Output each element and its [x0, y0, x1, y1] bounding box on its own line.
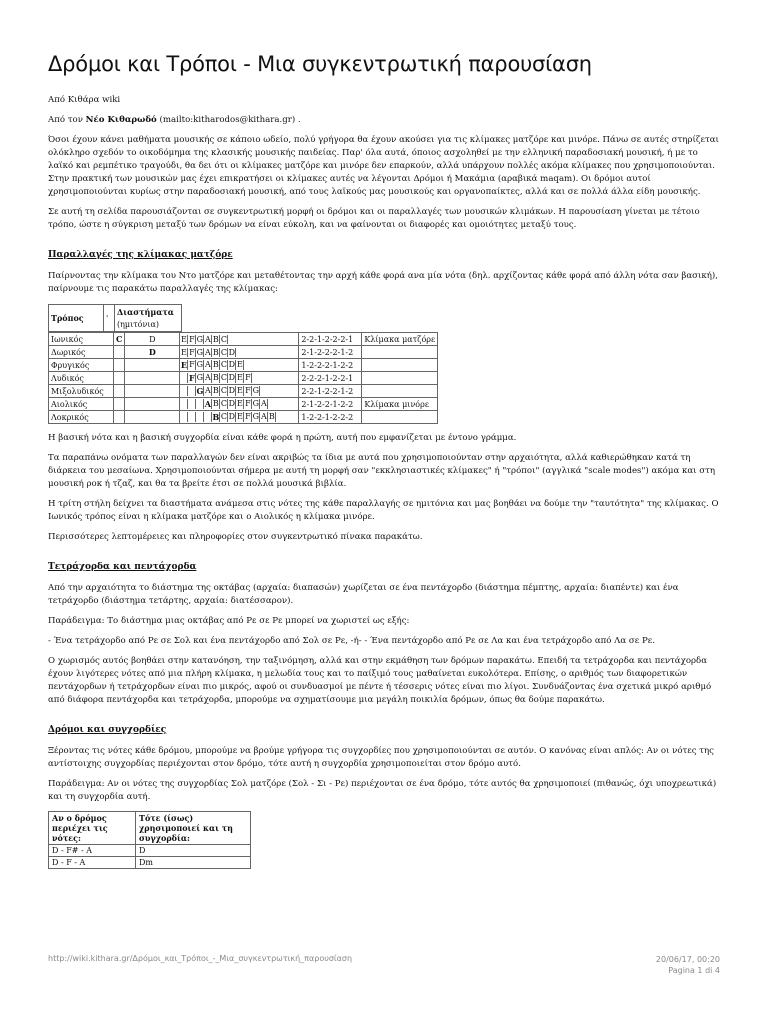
- mode-note: [196, 399, 204, 409]
- mode-d-cell: [125, 411, 180, 424]
- mode-note: F: [245, 412, 251, 421]
- modes-table-row: [49, 398, 438, 411]
- chords-table-header: [49, 812, 251, 845]
- mode-desc-cell: Κλίμακα ματζόρε: [362, 333, 438, 346]
- mode-notes-cell: [180, 411, 299, 424]
- mode-notes-cell: [180, 398, 299, 411]
- mode-note: G: [252, 412, 260, 421]
- mode-c-cell: [114, 385, 125, 398]
- chords-chord-cell: Dm: [136, 857, 251, 869]
- mode-note: D: [228, 360, 236, 369]
- mode-note: [196, 412, 204, 422]
- source-line: Από Κιθάρα wiki: [48, 95, 121, 105]
- header-sep: ': [104, 305, 115, 332]
- mode-intervals-cell: 2-1-2-2-2-1-2: [299, 346, 362, 359]
- mode-d-cell: D: [125, 333, 180, 346]
- mode-note: B: [212, 360, 219, 369]
- section-heading-tetrachords: Τετράχορδα και πεντάχορδα: [48, 562, 197, 572]
- mode-note: E: [236, 399, 243, 408]
- mode-notes-grid: [180, 412, 298, 422]
- mode-note: B: [212, 347, 219, 357]
- mode-note: D: [228, 386, 236, 395]
- mode-desc-cell: [362, 385, 438, 398]
- mode-name-cell: Δωρικός: [49, 346, 114, 359]
- mode-c-cell: [114, 372, 125, 385]
- mode-note: A: [204, 373, 211, 382]
- chords-notes-cell: D - F - A: [49, 857, 136, 869]
- header-intervals-label: Διαστήματα: [117, 306, 174, 317]
- mode-note: B: [212, 386, 219, 395]
- footer-url[interactable]: http://wiki.kithara.gr/Δρόμοι_και_Τρόποι_-_Μια_συγκεντρωτική_παρουσίαση: [48, 954, 353, 963]
- mode-d-cell: D: [125, 346, 180, 359]
- modes-table-row: [49, 411, 438, 424]
- mode-note: F: [245, 373, 251, 382]
- mode-intervals-cell: 2-2-2-1-2-2-1: [299, 372, 362, 385]
- mode-notes-grid: [180, 348, 298, 357]
- mode-note: F: [189, 360, 195, 369]
- mode-intervals-cell: 2-2-1-2-2-2-1: [299, 333, 362, 346]
- mode-desc-cell: [362, 372, 438, 385]
- modes-table-row: [49, 385, 438, 398]
- mode-note: C: [220, 347, 227, 357]
- mode-c-cell: [114, 411, 125, 424]
- mode-note: A: [204, 399, 211, 409]
- mode-note: C: [220, 334, 227, 344]
- mode-note: [188, 399, 196, 409]
- author-prefix: Από τον: [48, 115, 83, 125]
- mode-note: G: [196, 360, 204, 369]
- chords-paragraph-2: Παράδειγμα: Αν οι νότες της συγχορδίας Σολ ματζόρε (Σολ - Σι - Ρε) περιέχονται σε ένα δρόμο, τότε αυτός θα χρησιμοποιεί (πιθανώς, όχι υποχρεωτικά) και τη συγχορδία αυτή.: [48, 779, 717, 802]
- mode-note: C: [220, 373, 227, 382]
- modes-table-row: [49, 372, 438, 385]
- mode-notes-grid: [180, 373, 298, 383]
- mode-c-cell: [114, 398, 125, 411]
- intro-paragraph-2: Σε αυτή τη σελίδα παρουσιάζονται σε συγκεντρωτική μορφή οι δρόμοι και οι παραλλαγές των μουσικών κλιμάκων. Η παρουσίαση γίνεται με τέτοιο τρόπο, ώστε η σύγκριση μεταξύ των δρόμων να είναι εύκολη, και να φαίνονται οι διαφορές και ομοιότητες μεταξύ τους.: [48, 207, 700, 230]
- footer-date: 20/06/17, 00:20: [655, 955, 720, 964]
- section-heading-chords: Δρόμοι και συγχορδίες: [48, 725, 167, 735]
- modes-table-row: [49, 359, 438, 372]
- mode-note: C: [220, 412, 227, 421]
- mode-note: [204, 412, 212, 422]
- author-link[interactable]: Νέο Κιθαρωδό: [85, 115, 157, 125]
- mode-c-cell: C: [114, 333, 125, 346]
- mode-note: F: [189, 347, 195, 357]
- after-table-paragraph-4: Περισσότερες λεπτομέρειες και πληροφορίες στον συγκεντρωτικό πίνακα παρακάτω.: [48, 532, 423, 542]
- page-title: Δρόμοι και Τρόποι - Μια συγκεντρωτική παρουσίαση: [48, 52, 592, 76]
- mode-note: E: [236, 412, 243, 421]
- mode-note: [180, 412, 188, 422]
- mode-note: E: [180, 334, 187, 344]
- mode-note: [180, 373, 188, 383]
- mode-note: D: [228, 347, 236, 357]
- mode-note: B: [268, 412, 275, 421]
- tetrachords-paragraph-2: Παράδειγμα: Το διάστημα μιας οκτάβας από Ρε σε Ρε μπορεί να χωριστεί ως εξής:: [48, 616, 410, 626]
- mode-note: E: [236, 360, 243, 369]
- chords-paragraph-1: Ξέροντας τις νότες κάθε δρόμου, μπορούμε να βρούμε γρήγορα τις συγχορδίες που χρησιμοποιούνται σε αυτόν. Ο κανόνας είναι απλός: Αν οι νότες της αντίστοιχης συγχορδίας περιέχονται στον δρόμο, τότε αυτή η συγχορδία χρησιμοποιείται στον δρόμο αυτό.: [48, 746, 714, 769]
- mode-notes-cell: [180, 346, 299, 359]
- mode-note: [188, 412, 196, 422]
- mode-name-cell: Λυδικός: [49, 372, 114, 385]
- mode-note: D: [228, 373, 236, 382]
- header-tones-label: (ημιτόνια): [117, 319, 160, 329]
- modes-table-body: [48, 332, 438, 424]
- mode-note: C: [220, 386, 227, 395]
- mode-notes-cell: [180, 333, 299, 346]
- mode-note: D: [228, 412, 236, 421]
- mode-note: D: [228, 399, 236, 408]
- mode-note: G: [252, 399, 260, 408]
- mode-notes-cell: [180, 385, 299, 398]
- mode-c-cell: [114, 359, 125, 372]
- mode-note: C: [220, 360, 227, 369]
- mode-note: B: [212, 334, 219, 344]
- mode-d-cell: [125, 372, 180, 385]
- chords-header-notes: Αν ο δρόμος περιέχει τις νότες:: [49, 812, 136, 845]
- mode-note: [188, 386, 196, 396]
- intro-paragraph: Όσοι έχουν κάνει μαθήματα μουσικής σε κάποιο ωδείο, πολύ γρήγορα θα έχουν ακούσει για τις κλίμακες ματζόρε και μινόρε. Πάνω σε αυτές στηρίζεται ολόκληρο σχεδόν το οικοδόμημα της κλασικής μουσικής παιδείας. Παρ' όλα αυτά, όποιος ασχοληθεί με την ελληνική παραδοσιακή μουσική, ή με το λαϊκό και ρεμπέτικο τραγούδι, θα δει ότι οι κλίμακες ματζόρε και μινόρε δεν επαρκούν, αλλά υπάρχουν πολλές ακόμα κλίμακες που χρησιμοποιούνται. Στην πρακτική των μουσικών μας έχει επικρατήσει οι κλίμακες αυτές να λέγονται Δρόμοι ή Μακάμια (αραβικά maqam). Οι δρόμοι αυτοί χρησιμοποιούνται κυρίως στην παραδοσιακή μουσική, από τους λαϊκούς μας μουσικούς και οργανοπαίκτες, αλλά και σε πολλά άλλα είδη μουσικής.: [48, 135, 719, 197]
- chords-notes-cell: D - F# - A: [49, 845, 136, 857]
- footer-right: [656, 954, 720, 976]
- mode-intervals-cell: 2-1-2-2-1-2-2: [299, 398, 362, 411]
- modes-table: [48, 304, 182, 332]
- mode-note: G: [196, 386, 204, 396]
- header-mode: Τρόπος: [49, 305, 104, 332]
- chords-chord-cell: D: [136, 845, 251, 857]
- mode-note: B: [212, 412, 220, 422]
- mode-note: A: [204, 347, 211, 357]
- mode-note: A: [260, 412, 267, 421]
- mode-note: F: [245, 386, 251, 395]
- mode-d-cell: [125, 398, 180, 411]
- mode-note: [180, 386, 188, 396]
- mode-notes-grid: [180, 335, 298, 344]
- mode-name-cell: Αιολικός: [49, 398, 114, 411]
- variations-paragraph: Παίρνοντας την κλίμακα του Ντο ματζόρε και μεταθέτοντας την αρχή κάθε φορά ανα μία νότα (δηλ. αρχίζοντας κάθε φορά από άλλη νότα σαν βασική), παίρνουμε τις παρακάτω παραλλαγές της κλίμακας:: [48, 271, 719, 294]
- document-page: [48, 52, 720, 869]
- after-table-paragraph-1: Η βασική νότα και η βασική συγχορδία είναι κάθε φορά η πρώτη, αυτή που εμφανίζεται με έντονο γράμμα.: [48, 433, 517, 443]
- chords-row: [49, 857, 251, 869]
- mode-desc-cell: [362, 411, 438, 424]
- mode-name-cell: Ιωνικός: [49, 333, 114, 346]
- mode-note: A: [204, 360, 211, 369]
- mode-d-cell: [125, 359, 180, 372]
- after-table-paragraph-2: Τα παραπάνω ονόματα των παραλλαγών δεν είναι ακριβώς τα ίδια με αυτά που χρησιμοποιούνταν στην αρχαιότητα, αλλά καθιερώθηκαν κατά τη διάρκεια του μεσαίωνα. Χρησιμοποιούνται σήμερα με αυτή τη μορφή σαν "εκκλησιαστικές κλίμακες" ή "τρόποι" (αγγλικά "scale modes") ακόμα και στη μουσική ροκ ή τζαζ, και θα τα βρείτε έτσι σε πολλά μουσικά βιβλία.: [48, 453, 716, 489]
- mode-desc-cell: [362, 346, 438, 359]
- mode-note: A: [260, 399, 267, 408]
- mode-d-cell: [125, 385, 180, 398]
- tetrachords-paragraph-4: Ο χωρισμός αυτός βοηθάει στην κατανόηση, την ταξινόμηση, αλλά και στην εκμάθηση των δρόμων παρακάτω. Επειδή τα τετράχορδα και πεντάχορδα έχουν λιγότερες νότες από μια πλήρη κλίμακα, η μελωδία τους και το παίξιμό τους μαθαίνεται ευκολότερα. Επίσης, ο αριθμός των διαφορετικών πεντάχορδων ή τετράχορδων είναι πιο μικρός, αφού οι συνδυασμοί με πέντε ή τέσσερις νότες είναι πιο λίγοι. Συνδυάζοντας ένα σχετικά μικρό αριθμό από διάφορα πεντάχορδα και τετράχορδα, μπορούμε να σχηματίσουμε μια μεγάλη ποικιλία δρόμων, όπως θα δούμε παρακάτω.: [48, 656, 712, 705]
- tetrachords-paragraph-1: Από την αρχαιότητα το διάστημα της οκτάβας (αρχαία: διαπασών) χωρίζεται σε ένα πεντάχορδο (διάστημα πέμπτης, αρχαία: διαπέντε) και ένα τετράχορδο (διάστημα τετάρτης, αρχαία: διατέσσαρον).: [48, 583, 679, 606]
- mode-note: A: [204, 386, 211, 395]
- mode-intervals-cell: 1-2-2-1-2-2-2: [299, 411, 362, 424]
- chords-header-chord: Τότε (ίσως) χρησιμοποιεί και τη συγχορδία:: [136, 812, 251, 845]
- mode-note: G: [196, 373, 204, 382]
- mode-note: C: [220, 399, 227, 408]
- mode-name-cell: Μιξολυδικός: [49, 385, 114, 398]
- mode-name-cell: Φρυγικός: [49, 359, 114, 372]
- author-line: [48, 114, 720, 127]
- header-intervals: [115, 305, 182, 332]
- mode-c-cell: [114, 346, 125, 359]
- author-mail[interactable]: (mailto:kitharodos@kithara.gr) .: [159, 115, 301, 125]
- mode-note: G: [196, 334, 204, 344]
- mode-name-cell: Λοκρικός: [49, 411, 114, 424]
- mode-note: E: [236, 373, 243, 382]
- mode-desc-cell: [362, 359, 438, 372]
- modes-table-row: [49, 346, 438, 359]
- mode-desc-cell: Κλίμακα μινόρε: [362, 398, 438, 411]
- mode-intervals-cell: 2-2-1-2-2-1-2: [299, 385, 362, 398]
- after-table-paragraph-3: Η τρίτη στήλη δείχνει τα διαστήματα ανάμεσα στις νότες της κάθε παραλλαγής σε ημιτόνια και μας βοηθάει να δούμε την "ταυτότητα" της κλίμακας. Ο Ιωνικός τρόπος είναι η κλίμακα ματζόρε και ο Αιολικός η κλίμακα μινόρε.: [48, 499, 719, 522]
- footer-page-number: Pagina 1 di 4: [668, 966, 720, 975]
- mode-note: F: [189, 334, 195, 344]
- mode-note: [180, 399, 188, 409]
- mode-note: E: [236, 386, 243, 395]
- mode-note: E: [180, 347, 187, 357]
- mode-notes-grid: [180, 386, 298, 396]
- mode-notes-cell: [180, 372, 299, 385]
- mode-notes-grid: [180, 399, 298, 409]
- modes-table-header: [49, 305, 182, 332]
- mode-note: E: [180, 360, 187, 370]
- mode-intervals-cell: 1-2-2-2-1-2-2: [299, 359, 362, 372]
- mode-note: B: [212, 373, 219, 382]
- modes-table-row: [49, 333, 438, 346]
- chords-row: [49, 845, 251, 857]
- tetrachords-paragraph-3: - Ένα τετράχορδο από Ρε σε Σολ και ένα πεντάχορδο από Σολ σε Ρε, -ή- - Ένα πεντάχορδο από Ρε σε Λα και ένα τετράχορδο από Λα σε Ρε.: [48, 636, 655, 646]
- mode-note: G: [252, 386, 260, 395]
- mode-note: G: [196, 347, 204, 357]
- print-footer: [48, 954, 720, 975]
- mode-note: F: [189, 373, 195, 383]
- chords-table: [48, 811, 251, 869]
- mode-notes-grid: [180, 360, 298, 370]
- section-heading-variations: Παραλλαγές της κλίμακας ματζόρε: [48, 250, 233, 260]
- mode-note: A: [204, 334, 211, 344]
- mode-note: B: [212, 399, 219, 408]
- mode-notes-cell: [180, 359, 299, 372]
- mode-note: F: [245, 399, 251, 408]
